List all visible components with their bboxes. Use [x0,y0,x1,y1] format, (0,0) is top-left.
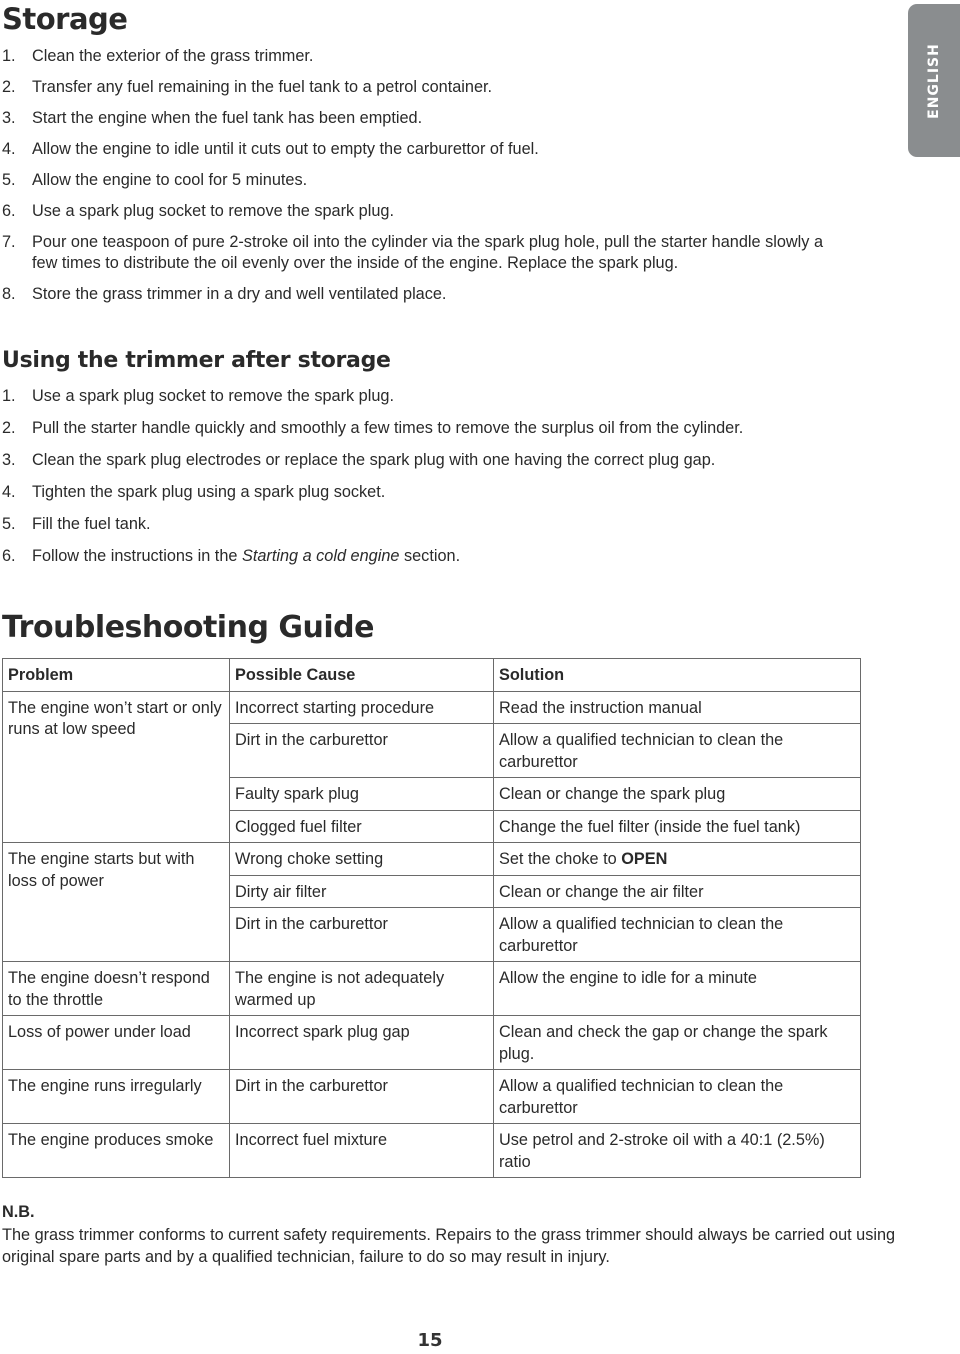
problem-cell: The engine doesn’t respond to the throttle [3,962,230,1016]
list-item: 6. Follow the instructions in the Starting a cold engine section. [2,547,461,565]
choke-open-label: OPEN [621,850,668,868]
cause-cell: Incorrect fuel mixture [230,1124,494,1178]
solution-cell: Allow a qualified technician to clean the carburettor [494,908,861,962]
cause-cell: Clogged fuel filter [230,810,494,843]
nb-title: N.B. [2,1203,35,1221]
language-tab [908,4,960,157]
solution-cell: Set the choke to OPEN [494,843,861,876]
page-number: 15 [417,1330,443,1351]
list-item: 2. Transfer any fuel remaining in the fuel tank to a petrol container. [2,78,493,96]
table-header-row [3,659,861,692]
nb-text: The grass trimmer conforms to current safety requirements. Repairs to the grass trimmer should always be carried out using original spare parts and by a qualified technician, failure to do so may result in injury. [2,1226,896,1266]
storage-steps [0,46,850,305]
troubleshooting-table [2,658,861,1178]
table-row [3,1124,861,1178]
problem-cell: The engine produces smoke [3,1124,230,1178]
table-row [3,962,861,1016]
troubleshooting-heading: Troubleshooting Guide [2,610,374,645]
list-item: 1. Clean the exterior of the grass trimmer. [2,47,314,65]
list-item: 4. Allow the engine to idle until it cuts out to empty the carburettor of fuel. [2,140,539,158]
after-storage-steps [0,386,743,567]
cause-cell: Wrong choke setting [230,843,494,876]
problem-cell: The engine won’t start or only runs at low speed [3,691,230,843]
after-storage-heading: Using the trimmer after storage [2,348,391,373]
solution-cell: Change the fuel filter (inside the fuel tank) [494,810,861,843]
cause-cell: Dirty air filter [230,875,494,908]
cause-cell: The engine is not adequately warmed up [230,962,494,1016]
solution-cell: Allow the engine to idle for a minute [494,962,861,1016]
problem-cell: The engine runs irregularly [3,1070,230,1124]
section-reference: Starting a cold engine [241,547,400,565]
list-item: 1. Use a spark plug socket to remove the spark plug. [2,387,394,405]
table-row [3,843,861,876]
storage-heading: Storage [2,2,128,36]
solution-cell: Clean or change the air filter [494,875,861,908]
solution-cell: Clean or change the spark plug [494,778,861,811]
cause-cell: Dirt in the carburettor [230,1070,494,1124]
table-row [3,1070,861,1124]
list-item: 2. Pull the starter handle quickly and smoothly a few times to remove the surplus oil from the cylinder. [2,419,744,437]
problem-cell: Loss of power under load [3,1016,230,1070]
list-item: 3. Clean the spark plug electrodes or replace the spark plug with one having the correct plug gap. [2,451,716,469]
list-item: 3. Start the engine when the fuel tank has been emptied. [2,109,423,127]
solution-cell: Clean and check the gap or change the spark plug. [494,1016,861,1070]
list-item: 5. Allow the engine to cool for 5 minutes. [2,171,308,189]
list-item: 8. Store the grass trimmer in a dry and well ventilated place. [2,285,447,303]
solution-cell: Allow a qualified technician to clean the carburettor [494,724,861,778]
column-header-cause: Possible Cause [230,659,494,692]
column-header-problem: Problem [3,659,230,692]
solution-cell: Allow a qualified technician to clean the carburettor [494,1070,861,1124]
solution-cell: Use petrol and 2-stroke oil with a 40:1 (2.5%) ratio [494,1124,861,1178]
cause-cell: Incorrect starting procedure [230,691,494,724]
table-row [3,691,861,724]
cause-cell: Dirt in the carburettor [230,908,494,962]
cause-cell: Faulty spark plug [230,778,494,811]
column-header-solution: Solution [494,659,861,692]
language-tab-label: ENGLISH [926,42,943,119]
solution-cell: Read the instruction manual [494,691,861,724]
cause-cell: Incorrect spark plug gap [230,1016,494,1070]
list-item: 6. Use a spark plug socket to remove the spark plug. [2,202,394,220]
cause-cell: Dirt in the carburettor [230,724,494,778]
table-row [3,1016,861,1070]
list-item: 4. Tighten the spark plug using a spark plug socket. [2,483,386,501]
problem-cell: The engine starts but with loss of power [3,843,230,962]
list-item: 7. Pour one teaspoon of pure 2-stroke oil into the cylinder via the spark plug hole, pull the starter handle slowly a few times to distribute the oil evenly over the inside of the engine. Replace the spark plug. [2,233,824,272]
list-item: 5. Fill the fuel tank. [2,515,151,533]
